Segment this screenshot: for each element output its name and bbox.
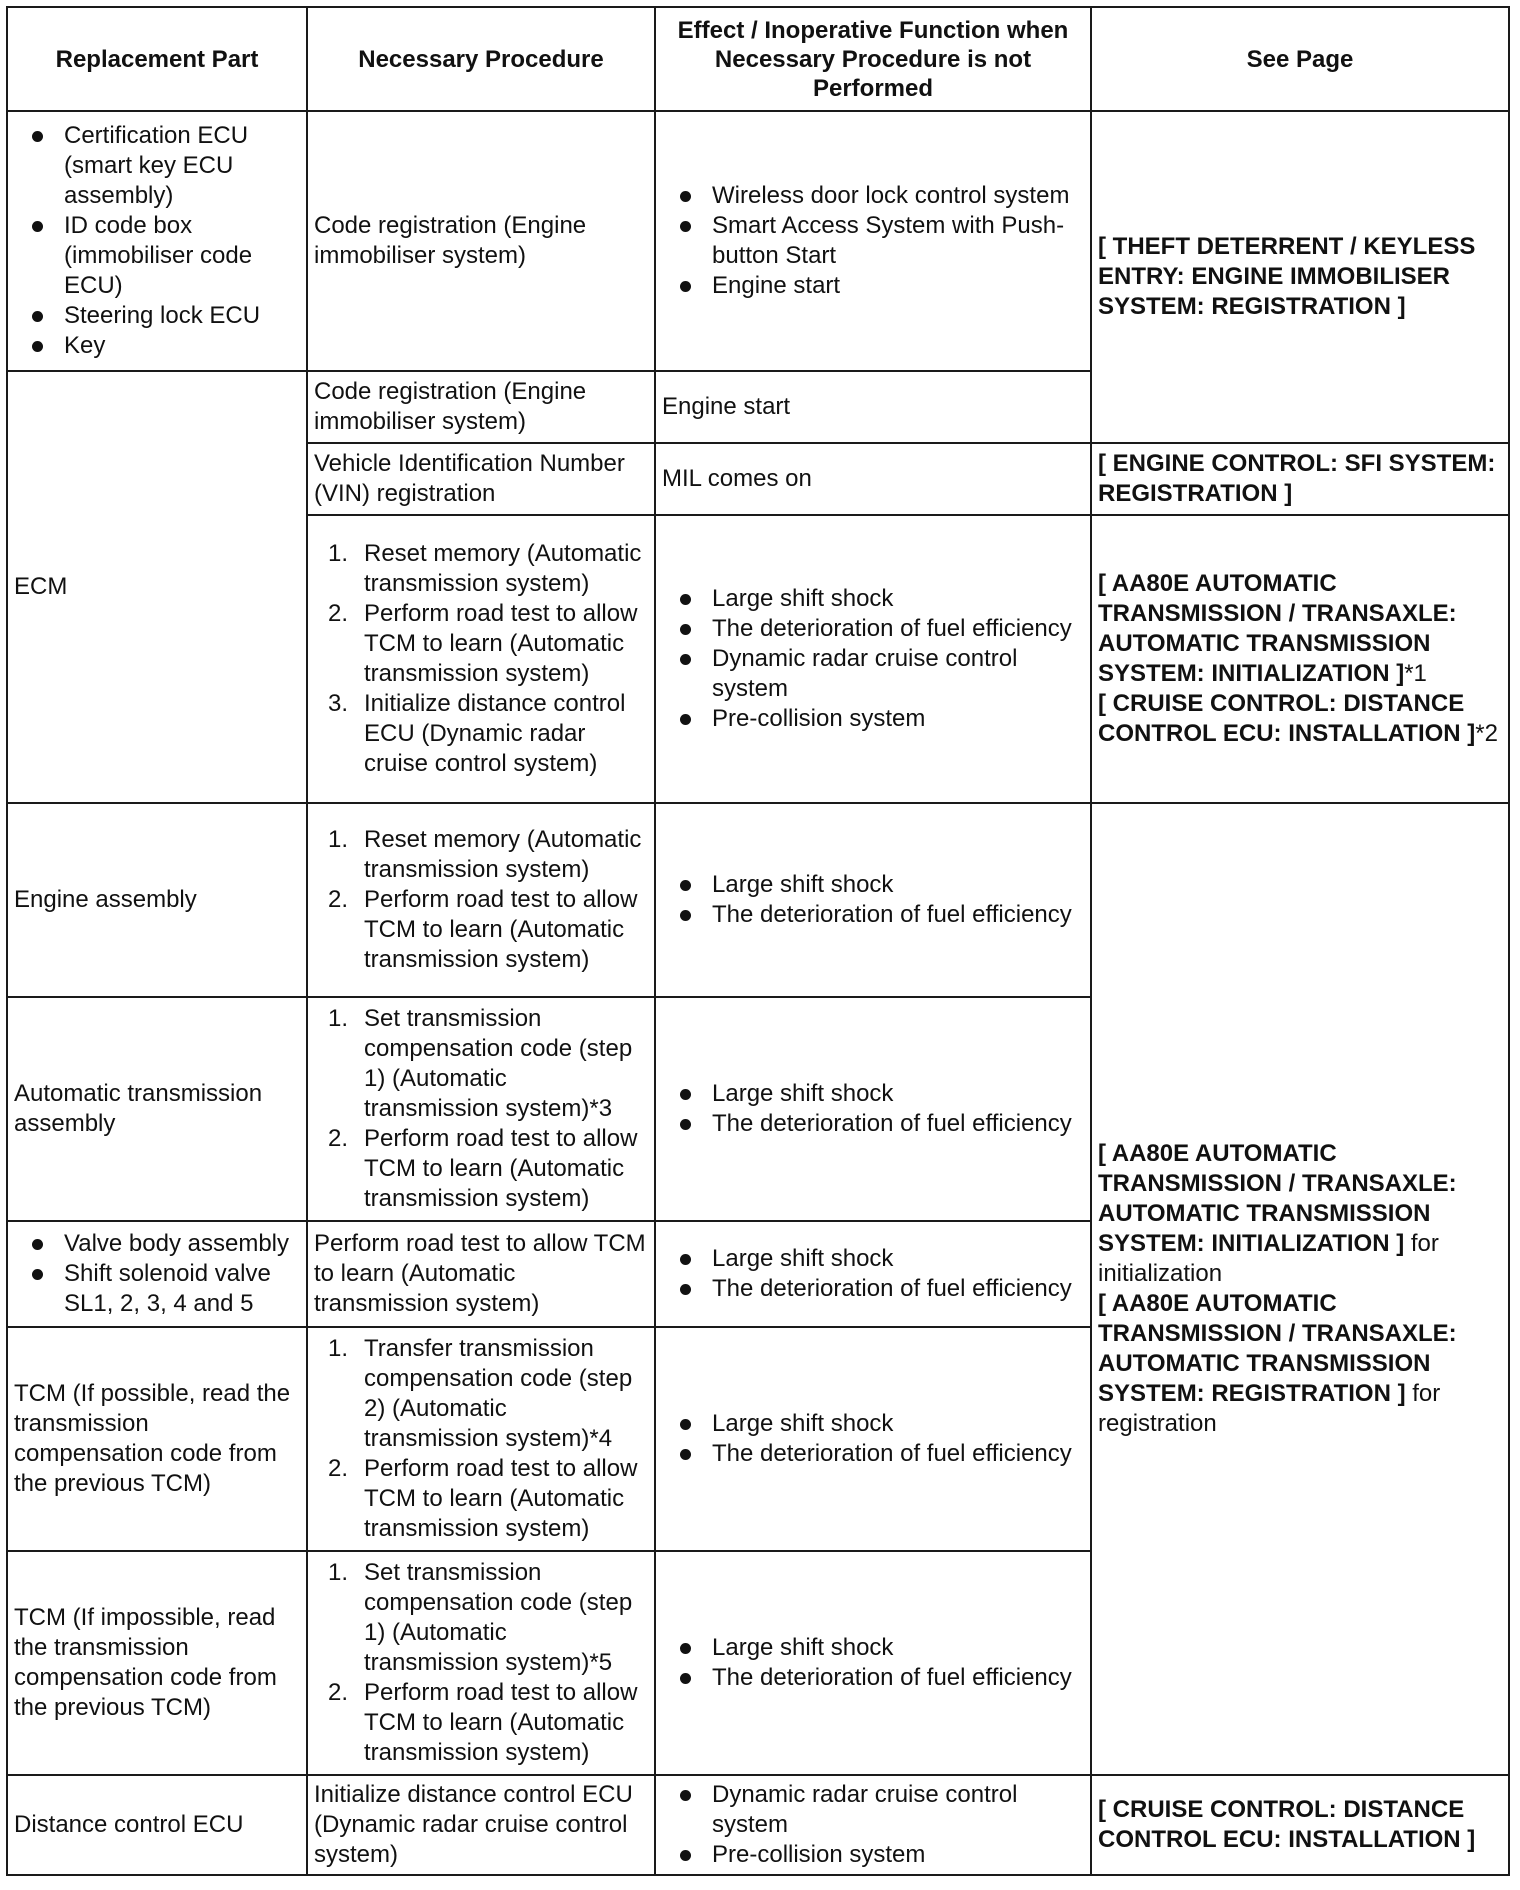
list-item bbox=[314, 825, 648, 885]
see-page-cell bbox=[1091, 1775, 1509, 1875]
replacement-part-cell: Distance control ECU bbox=[7, 1775, 307, 1875]
procedure-cell bbox=[307, 803, 655, 997]
procedure-cell: Vehicle Identification Number (VIN) registration bbox=[307, 443, 655, 515]
see-page-cell bbox=[1091, 111, 1509, 443]
see-page-cell bbox=[1091, 443, 1509, 515]
effect-list bbox=[662, 1409, 1084, 1469]
list-item: ID code box (immobiliser code ECU) bbox=[30, 211, 300, 301]
procedure-cell bbox=[307, 515, 655, 803]
effect-list bbox=[662, 1780, 1084, 1870]
list-item: The deterioration of fuel efficiency bbox=[678, 900, 1084, 930]
list-item: Wireless door lock control system bbox=[678, 181, 1084, 211]
step-number: 2. bbox=[328, 886, 349, 913]
step-number: 2. bbox=[328, 1679, 349, 1706]
step-list bbox=[314, 1558, 648, 1768]
list-item: The deterioration of fuel efficiency bbox=[678, 1439, 1084, 1469]
list-item: Large shift shock bbox=[678, 1633, 1084, 1663]
list-item: The deterioration of fuel efficiency bbox=[678, 614, 1084, 644]
step-text: Perform road test to allow TCM to learn (Automatic transmission system) bbox=[364, 1679, 638, 1766]
list-item: Smart Access System with Push-button Start bbox=[678, 211, 1084, 271]
list-item: Key bbox=[30, 331, 300, 361]
table-row bbox=[7, 111, 1509, 371]
list-item bbox=[314, 539, 648, 599]
replacement-part-cell bbox=[7, 111, 307, 371]
list-item: Dynamic radar cruise control system bbox=[678, 1780, 1084, 1840]
list-item: The deterioration of fuel efficiency bbox=[678, 1274, 1084, 1304]
header-necessary-procedure: Necessary Procedure bbox=[307, 7, 655, 111]
step-number: 1. bbox=[328, 1559, 349, 1586]
step-text: Reset memory (Automatic transmission system) bbox=[364, 540, 642, 597]
procedure-cell: Initialize distance control ECU (Dynamic radar cruise control system) bbox=[307, 1775, 655, 1875]
list-item bbox=[314, 599, 648, 689]
procedure-cell: Code registration (Engine immobiliser system) bbox=[307, 111, 655, 371]
step-number: 2. bbox=[328, 1455, 349, 1482]
see-page-reference[interactable]: [ THEFT DETERRENT / KEYLESS ENTRY: ENGINE IMMOBILISER SYSTEM: REGISTRATION ] bbox=[1098, 233, 1476, 320]
footnote-marker: *2 bbox=[1475, 720, 1498, 747]
see-page-cell bbox=[1091, 515, 1509, 803]
effect-list bbox=[662, 181, 1084, 301]
see-page-reference[interactable]: [ AA80E AUTOMATIC TRANSMISSION / TRANSAXLE: AUTOMATIC TRANSMISSION SYSTEM: INITIALIZATION ] bbox=[1098, 570, 1457, 687]
replacement-part-cell bbox=[7, 1221, 307, 1327]
step-number: 1. bbox=[328, 1335, 349, 1362]
effect-cell bbox=[655, 1327, 1091, 1551]
see-page-reference[interactable]: [ AA80E AUTOMATIC TRANSMISSION / TRANSAXLE: AUTOMATIC TRANSMISSION SYSTEM: REGISTRATION ] bbox=[1098, 1290, 1457, 1407]
effect-cell bbox=[655, 1775, 1091, 1875]
step-text: Transfer transmission compensation code (step 2) (Automatic transmission system)*4 bbox=[364, 1335, 633, 1452]
step-text: Perform road test to allow TCM to learn (Automatic transmission system) bbox=[364, 1125, 638, 1212]
list-item: Pre-collision system bbox=[678, 704, 1084, 734]
step-list bbox=[314, 539, 648, 779]
list-item: Dynamic radar cruise control system bbox=[678, 644, 1084, 704]
list-item: Large shift shock bbox=[678, 1409, 1084, 1439]
list-item bbox=[314, 885, 648, 975]
step-number: 3. bbox=[328, 690, 349, 717]
step-list bbox=[314, 1334, 648, 1544]
effect-list bbox=[662, 1244, 1084, 1304]
header-replacement-part: Replacement Part bbox=[7, 7, 307, 111]
procedure-cell: Code registration (Engine immobiliser system) bbox=[307, 371, 655, 443]
step-text: Reset memory (Automatic transmission system) bbox=[364, 826, 642, 883]
effect-cell bbox=[655, 803, 1091, 997]
effect-list bbox=[662, 870, 1084, 930]
step-text: Set transmission compensation code (step 1) (Automatic transmission system)*3 bbox=[364, 1005, 633, 1122]
see-page-reference[interactable]: [ ENGINE CONTROL: SFI SYSTEM: REGISTRATION ] bbox=[1098, 450, 1496, 507]
table-row bbox=[7, 803, 1509, 997]
list-item: Valve body assembly bbox=[30, 1229, 300, 1259]
replacement-part-cell: TCM (If possible, read the transmission compensation code from the previous TCM) bbox=[7, 1327, 307, 1551]
effect-cell bbox=[655, 515, 1091, 803]
step-number: 1. bbox=[328, 1005, 349, 1032]
header-row bbox=[7, 7, 1509, 111]
effect-cell bbox=[655, 1221, 1091, 1327]
header-see-page: See Page bbox=[1091, 7, 1509, 111]
table-row bbox=[7, 1775, 1509, 1875]
step-list bbox=[314, 825, 648, 975]
step-number: 2. bbox=[328, 600, 349, 627]
see-page-reference[interactable]: [ CRUISE CONTROL: DISTANCE CONTROL ECU: INSTALLATION ] bbox=[1098, 690, 1476, 747]
list-item: Pre-collision system bbox=[678, 1840, 1084, 1870]
list-item: Certification ECU (smart key ECU assembly) bbox=[30, 121, 300, 211]
header-effect: Effect / Inoperative Function when Necessary Procedure is not Performed bbox=[655, 7, 1091, 111]
see-page-suffix: for registration bbox=[1098, 1380, 1441, 1437]
list-item bbox=[314, 1454, 648, 1544]
effect-cell bbox=[655, 997, 1091, 1221]
list-item: Large shift shock bbox=[678, 584, 1084, 614]
see-page-reference[interactable]: [ AA80E AUTOMATIC TRANSMISSION / TRANSAXLE: AUTOMATIC TRANSMISSION SYSTEM: INITIALIZATION ] bbox=[1098, 1140, 1457, 1257]
step-text: Initialize distance control ECU (Dynamic radar cruise control system) bbox=[364, 690, 626, 777]
list-item: Large shift shock bbox=[678, 1244, 1084, 1274]
see-page-suffix: for initialization bbox=[1098, 1230, 1439, 1287]
effect-list bbox=[662, 1633, 1084, 1693]
effect-list bbox=[662, 1079, 1084, 1139]
list-item: Shift solenoid valve SL1, 2, 3, 4 and 5 bbox=[30, 1259, 300, 1319]
step-number: 1. bbox=[328, 826, 349, 853]
procedure-cell bbox=[307, 997, 655, 1221]
list-item bbox=[314, 1004, 648, 1124]
list-item bbox=[314, 1678, 648, 1768]
list-item: The deterioration of fuel efficiency bbox=[678, 1109, 1084, 1139]
list-item bbox=[314, 1124, 648, 1214]
replacement-part-cell: Automatic transmission assembly bbox=[7, 997, 307, 1221]
list-item: The deterioration of fuel efficiency bbox=[678, 1663, 1084, 1693]
list-item: Large shift shock bbox=[678, 870, 1084, 900]
step-list bbox=[314, 1004, 648, 1214]
effect-cell: Engine start bbox=[655, 371, 1091, 443]
procedure-cell bbox=[307, 1327, 655, 1551]
replacement-part-cell: TCM (If impossible, read the transmission compensation code from the previous TCM) bbox=[7, 1551, 307, 1775]
replacement-part-cell: ECM bbox=[7, 371, 307, 803]
step-text: Set transmission compensation code (step 1) (Automatic transmission system)*5 bbox=[364, 1559, 633, 1676]
procedure-cell bbox=[307, 1551, 655, 1775]
list-item: Steering lock ECU bbox=[30, 301, 300, 331]
step-text: Perform road test to allow TCM to learn (Automatic transmission system) bbox=[364, 600, 638, 687]
effect-cell: MIL comes on bbox=[655, 443, 1091, 515]
effect-cell bbox=[655, 111, 1091, 371]
step-text: Perform road test to allow TCM to learn (Automatic transmission system) bbox=[364, 886, 638, 973]
replacement-part-cell: Engine assembly bbox=[7, 803, 307, 997]
list-item: Engine start bbox=[678, 271, 1084, 301]
see-page-reference[interactable]: [ CRUISE CONTROL: DISTANCE CONTROL ECU: INSTALLATION ] bbox=[1098, 1796, 1476, 1853]
list-item bbox=[314, 1334, 648, 1454]
part-list bbox=[14, 1229, 300, 1319]
list-item bbox=[314, 689, 648, 779]
list-item bbox=[314, 1558, 648, 1678]
part-list bbox=[14, 121, 300, 361]
replacement-procedure-table bbox=[6, 6, 1510, 1876]
step-text: Perform road test to allow TCM to learn (Automatic transmission system) bbox=[364, 1455, 638, 1542]
step-number: 1. bbox=[328, 540, 349, 567]
procedure-cell: Perform road test to allow TCM to learn (Automatic transmission system) bbox=[307, 1221, 655, 1327]
step-number: 2. bbox=[328, 1125, 349, 1152]
list-item: Large shift shock bbox=[678, 1079, 1084, 1109]
effect-cell bbox=[655, 1551, 1091, 1775]
effect-list bbox=[662, 584, 1084, 734]
footnote-marker: *1 bbox=[1404, 660, 1427, 687]
see-page-cell bbox=[1091, 803, 1509, 1775]
